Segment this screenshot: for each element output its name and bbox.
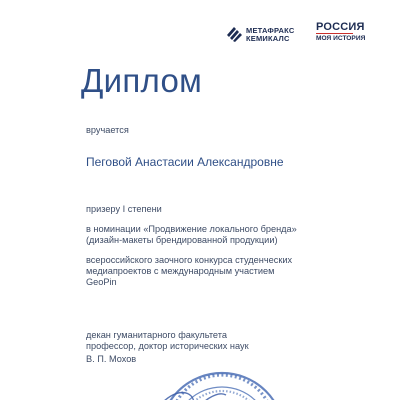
contest-line-3: GeoPin xyxy=(86,277,117,287)
awarded-text: вручается xyxy=(86,125,129,135)
place-text: призеру I степени xyxy=(86,204,162,214)
contest-line-2: медиапроектов с международным участием xyxy=(86,266,275,276)
signatory-position-line-2: профессор, доктор исторических наук xyxy=(86,341,249,351)
metafrax-chemicals-logo xyxy=(227,24,305,50)
russia-my-history-logo xyxy=(316,20,372,50)
signatory-position-line-1: декан гуманитарного факультета xyxy=(86,330,227,340)
nomination-line-1: в номинации «Продвижение локального бренда» xyxy=(86,224,297,234)
official-stamp xyxy=(122,365,322,400)
contest-line-1: всероссийского заочного конкурса студенческих xyxy=(86,255,293,265)
metafrax-mark-icon xyxy=(227,26,243,42)
russia-logo-line2: МОЯ ИСТОРИЯ xyxy=(316,35,366,42)
nomination-line-2: (дизайн-макеты брендированной продукции) xyxy=(86,235,278,245)
russia-logo-line1: РОССИЯ xyxy=(316,21,365,33)
metafrax-logo-line2: КЕМИКАЛС xyxy=(246,34,290,43)
russia-logo-accent-bar xyxy=(316,33,353,34)
signatory-name: В. П. Мохов xyxy=(86,354,137,364)
metafrax-logo-line1: МЕТАФРАКС xyxy=(246,26,295,35)
recipient-name: Пеговой Анастасии Александровне xyxy=(86,155,284,169)
diploma-title: Диплом xyxy=(81,62,203,99)
